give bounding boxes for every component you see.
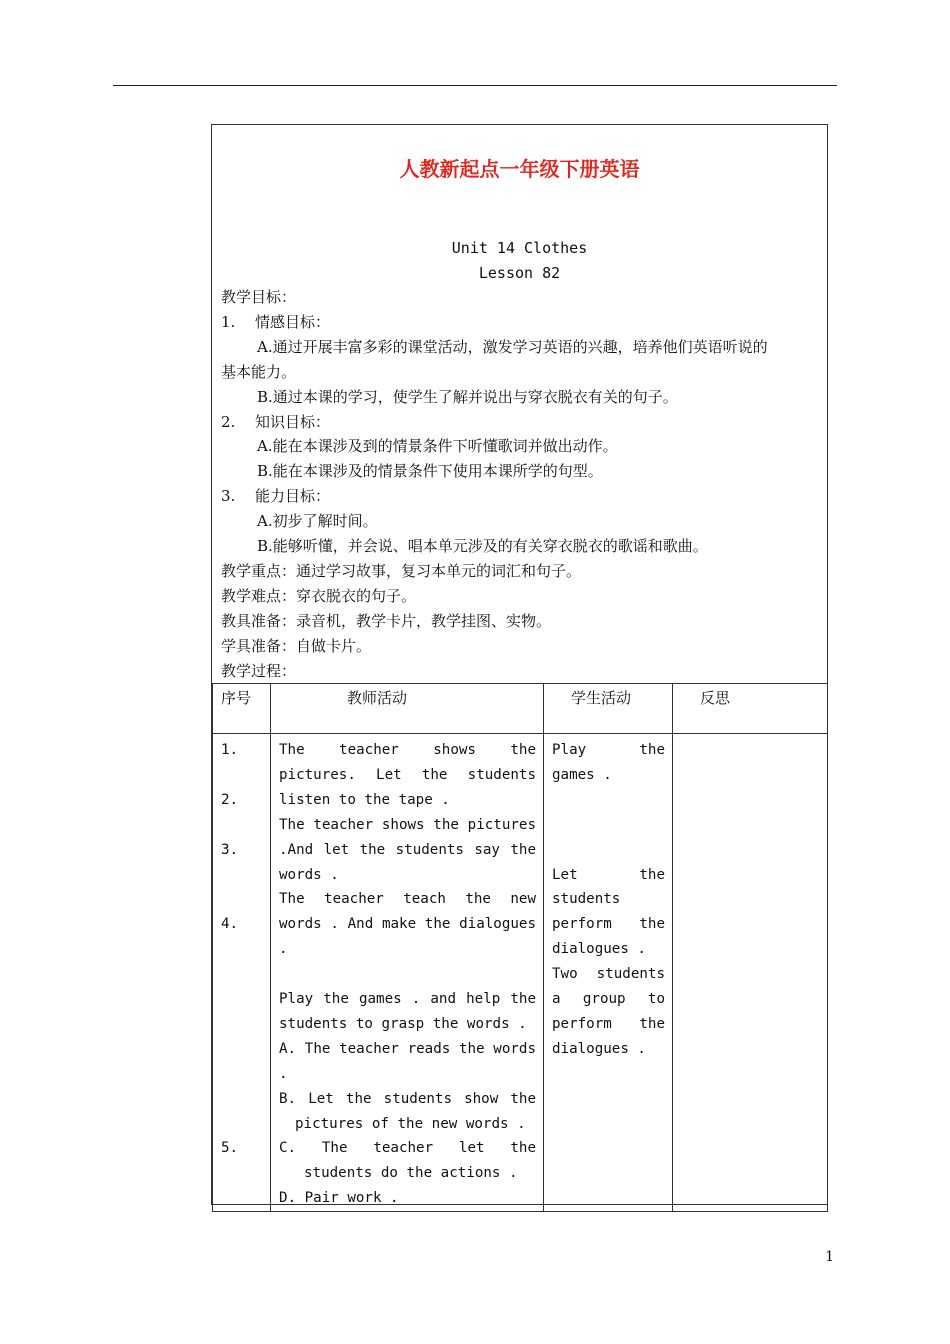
goal-1-item-a-cont: 基本能力。 bbox=[221, 362, 297, 381]
seq-3: 3. bbox=[221, 841, 239, 858]
teacher-substep-d: D. Pair work . bbox=[279, 1190, 399, 1207]
teacher-step-4: Play the games . and help the students to grasp the words . bbox=[279, 991, 536, 1032]
seq-5: 5. bbox=[221, 1140, 239, 1157]
goal-label: 知识目标： bbox=[255, 412, 331, 431]
goal-2-item-b: B.能在本课涉及的情景条件下使用本课所学的句型。 bbox=[257, 462, 603, 481]
goal-2-item-a: A.能在本课涉及到的情景条件下听懂歌词并做出动作。 bbox=[257, 437, 618, 456]
reflection-cell bbox=[673, 734, 828, 1212]
lesson-plan-frame bbox=[211, 124, 828, 1205]
lesson-title: Lesson 82 bbox=[478, 264, 561, 282]
goal-3 bbox=[221, 484, 819, 509]
header-seq: 序号 bbox=[213, 684, 271, 734]
goal-3-item-a: A.初步了解时间。 bbox=[257, 512, 378, 531]
seq-4: 4. bbox=[221, 916, 239, 933]
teacher-substep-a: A. The teacher reads the words . bbox=[279, 1040, 536, 1082]
teacher-step-1: The teacher shows the pictures. Let the students listen to the tape . bbox=[279, 742, 536, 808]
goal-number: 3. bbox=[221, 487, 236, 506]
seq-2: 2. bbox=[221, 791, 239, 808]
header-teacher: 教师活动 bbox=[271, 684, 544, 734]
key-points: 教学重点：通过学习故事，复习本单元的词汇和句子。 bbox=[221, 561, 582, 580]
process-heading: 教学过程： bbox=[221, 661, 297, 680]
teacher-substep-b: B. Let the students show the pictures of the new words . bbox=[279, 1090, 536, 1132]
unit-title: Unit 14 Clothes bbox=[451, 239, 588, 257]
page-number: 1 bbox=[825, 1249, 834, 1265]
goal-1-item-b: B.通过本课的学习，使学生了解并说出与穿衣脱衣有关的句子。 bbox=[257, 387, 678, 406]
table-header-row bbox=[213, 684, 828, 734]
seq-1: 1. bbox=[221, 742, 239, 758]
goal-label: 能力目标： bbox=[255, 487, 331, 506]
teacher-tools: 教具准备：录音机，教学卡片，教学挂图、实物。 bbox=[221, 611, 552, 630]
goal-1-item-a: A.通过开展丰富多彩的课堂活动，激发学习英语的兴趣，培养他们英语听说的 bbox=[257, 337, 768, 356]
table-row bbox=[213, 734, 828, 1212]
goal-number: 1. bbox=[221, 312, 236, 331]
process-table bbox=[212, 683, 828, 1212]
teacher-activity-cell bbox=[271, 734, 544, 1212]
student-step-2: Let the students perform the dialogues . bbox=[552, 866, 665, 958]
header-reflection: 反思 bbox=[673, 684, 828, 734]
objectives-section bbox=[221, 285, 819, 684]
document-title: 人教新起点一年级下册英语 bbox=[399, 157, 640, 181]
goal-3-item-b: B.能够听懂，并会说、唱本单元涉及的有关穿衣脱衣的歌谣和歌曲。 bbox=[257, 537, 708, 556]
student-tools: 学具准备：自做卡片。 bbox=[221, 636, 372, 655]
student-activity-cell bbox=[544, 734, 673, 1212]
goal-1 bbox=[221, 310, 819, 335]
difficulties: 教学难点：穿衣脱衣的句子。 bbox=[221, 586, 417, 605]
seq-cell bbox=[213, 734, 271, 1212]
header-student: 学生活动 bbox=[544, 684, 673, 734]
teacher-step-3: The teacher teach the new words . And make the dialogues . bbox=[279, 891, 536, 958]
header-rule bbox=[113, 85, 837, 86]
goal-2 bbox=[221, 410, 819, 435]
goal-number: 2. bbox=[221, 412, 236, 431]
objectives-heading: 教学目标： bbox=[221, 288, 297, 306]
student-step-3: Two students a group to perform the dialogues . bbox=[552, 966, 665, 1057]
teacher-step-2: The teacher shows the pictures .And let the students say the words . bbox=[279, 816, 536, 883]
teacher-substep-c: C. The teacher let the students do the actions . bbox=[279, 1140, 536, 1182]
student-step-1: Play the games . bbox=[552, 742, 665, 783]
goal-label: 情感目标： bbox=[255, 312, 331, 331]
